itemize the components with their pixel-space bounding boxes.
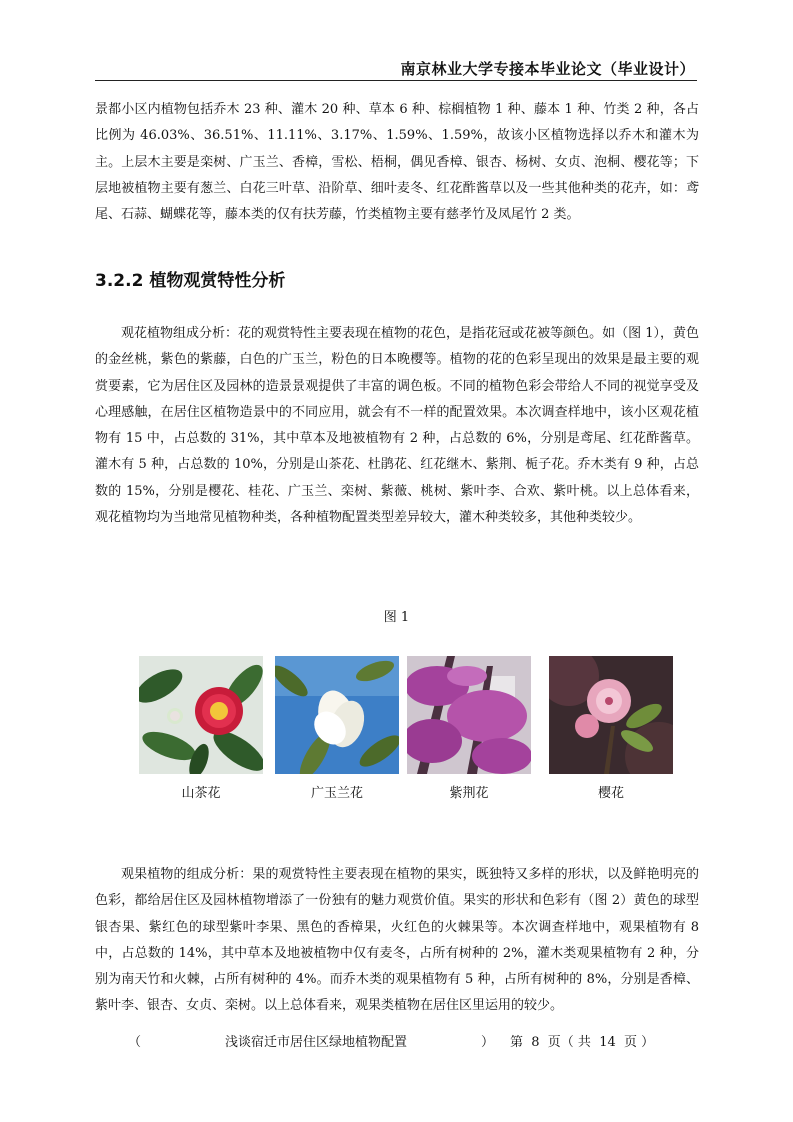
- camellia-photo: [139, 656, 263, 774]
- section-heading: 3.2.2 植物观赏特性分析: [95, 271, 286, 291]
- footer-page-info: 第 8 页（ 共 14 页 ）: [510, 1035, 655, 1050]
- footer-doc-title: 浅谈宿迁市居住区绿地植物配置: [225, 1035, 408, 1050]
- footer-close-paren: ）: [481, 1035, 495, 1050]
- header-title: 南京林业大学专接本毕业论文（毕业设计）: [400, 60, 695, 78]
- caption-cherry-blossom: 樱花: [597, 786, 624, 801]
- page-footer: [0, 1031, 793, 1051]
- redbud-photo: [407, 656, 531, 774]
- paragraph-flower-analysis: 观花植物组成分析：花的观赏特性主要表现在植物的花色，是指花冠或花被等颜色。如（图 1），黄色的金丝桃，紫色的紫藤，白色的广玉兰，粉色的日本晚樱等。植物的花的色彩呈现出的效果是最主要的观赏要素，它为居住区及园林的造景景观提供了丰富的调色板。不同的植物色彩会带给人不同的视觉享受及心理感触，在居住区植物造景中的不同应用，就会有不一样的配置效果。本次调查样地中，该小区观花植物有 15 中，占总数的 31%，其中草本及地被植物有 2 种，占总数的 6%，分别是鸢尾、红花酢酱草。灌木有 5 种，占总数的 10%，分别是山茶花、杜鹃花、红花继木、紫荆、栀子花。乔木类有 9 种，占总数的 15%，分别是樱花、桂花、广玉兰、栾树、紫薇、桃树、紫叶李、合欢、紫叶桃。以上总体看来，观花植物均为当地常见植物种类，各种植物配置类型差异较大，灌木种类较多，其他种类较少。: [95, 326, 699, 526]
- caption-camellia: 山茶花: [181, 786, 221, 801]
- caption-redbud: 紫荆花: [449, 786, 489, 801]
- cherry-blossom-photo: [549, 656, 673, 774]
- caption-magnolia: 广玉兰花: [310, 786, 363, 801]
- magnolia-photo: [275, 656, 399, 774]
- paragraph-plant-composition: 景都小区内植物包括乔木 23 种、灌木 20 种、草本 6 种、棕榈植物 1 种、藤本 1 种、竹类 2 种，各占比例为 46.03%、36.51%、11.11%、3.17%、1.59%、1.59%，故该小区植物选择以乔木和灌木为主。上层木主要是栾树、广玉兰、香樟，雪松、梧桐，偶见香樟、银杏、杨树、女贞、泡桐、樱花等；下层地被植物主要有葱兰、白花三叶草、沿阶草、细叶麦冬、红花酢酱草以及一些其他种类的花卉，如：鸢尾、石蒜、蝴蝶花等，藤本类的仅有扶芳藤，竹类植物主要有慈孝竹及凤尾竹 2 类。: [95, 102, 699, 223]
- figure-label: 图 1: [383, 610, 410, 625]
- paragraph-fruit-analysis: 观果植物的组成分析：果的观赏特性主要表现在植物的果实，既独特又多样的形状，以及鲜艳明亮的色彩，都给居住区及园林植物增添了一份独有的魅力观赏价值。果实的形状和色彩有（图 2）黄色的球型银杏果、紫红色的球型紫叶李果、黑色的香樟果，火红色的火棘果等。本次调查样地中，观果植物有 8 中，占总数的 14%，其中草本及地被植物中仅有麦冬，占所有树种的 2%，灌木类观果植物有 2 种，分别为南天竹和火棘，占所有树种的 4%。而乔木类的观果植物有 5 种，占所有树种的 8%，分别是香樟、紫叶李、银杏、女贞、栾树。以上总体看来，观果类植物在居住区里运用的较少。: [95, 867, 699, 1014]
- page-header: [95, 56, 697, 81]
- footer-open-paren: （: [128, 1035, 142, 1050]
